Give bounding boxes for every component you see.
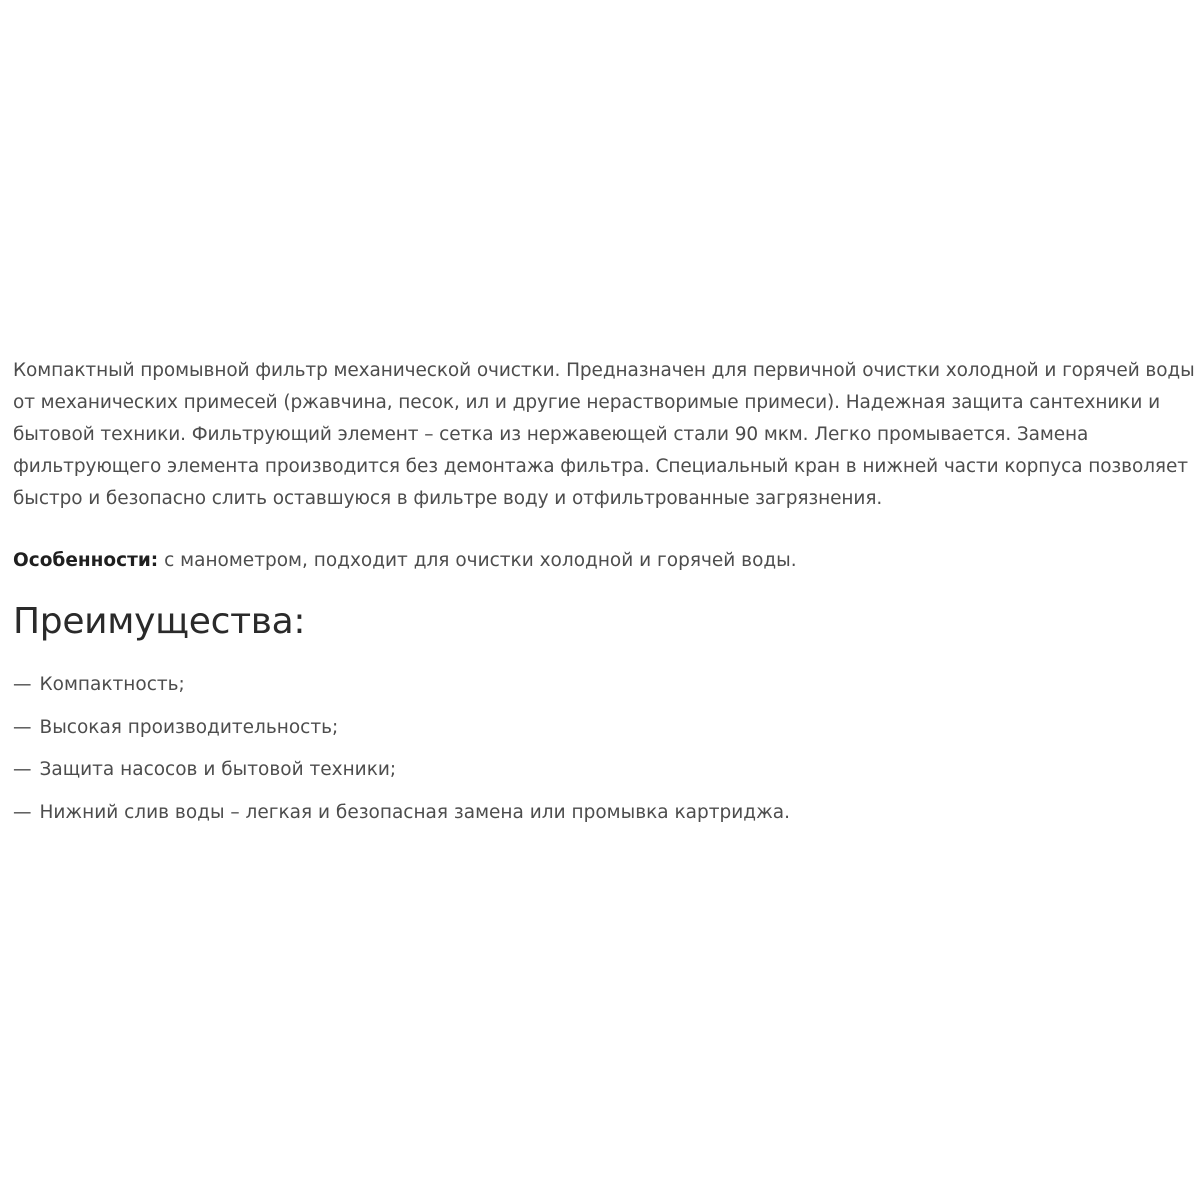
dash-marker: —: [13, 716, 32, 738]
dash-marker: —: [13, 674, 32, 695]
list-item: [13, 712, 1197, 744]
advantages-list: [13, 669, 1197, 829]
list-item: [13, 754, 1197, 786]
dash-marker: —: [13, 759, 32, 780]
product-description: Компактный промывной фильтр механической очистки. Предназначен для первичной очистки холодной и горячей воды от механических примесей (ржавчина, песок, ил и другие нерастворимые примеси). Надежная защита сантехники и бытовой техники. Фильтрующий элемент – сетка из нержавеющей стали 90 мкм. Легко промывается. Замена фильтрующего элемента производится без демонтажа фильтра. Специальный кран в нижней части корпуса позволяет быстро и безопасно слить оставшуюся в фильтре воду и отфильтрованные загрязнения.: [13, 360, 1195, 509]
advantage-text: Высокая производительность;: [39, 716, 339, 738]
advantages-heading: Преимущества:: [13, 601, 306, 642]
advantage-text: Защита насосов и бытовой техники;: [39, 759, 397, 780]
advantage-text: Компактность;: [39, 674, 185, 695]
advantage-text: Нижний слив воды – легкая и безопасная замена или промывка картриджа.: [39, 801, 790, 823]
dash-marker: —: [13, 801, 32, 823]
product-description-section: [13, 355, 1197, 839]
features-paragraph: [13, 545, 1197, 577]
list-item: [13, 669, 1197, 701]
list-item: [13, 797, 1197, 829]
features-label: Особенности:: [13, 550, 159, 571]
features-text: с манометром, подходит для очистки холодной и горячей воды.: [164, 550, 797, 571]
